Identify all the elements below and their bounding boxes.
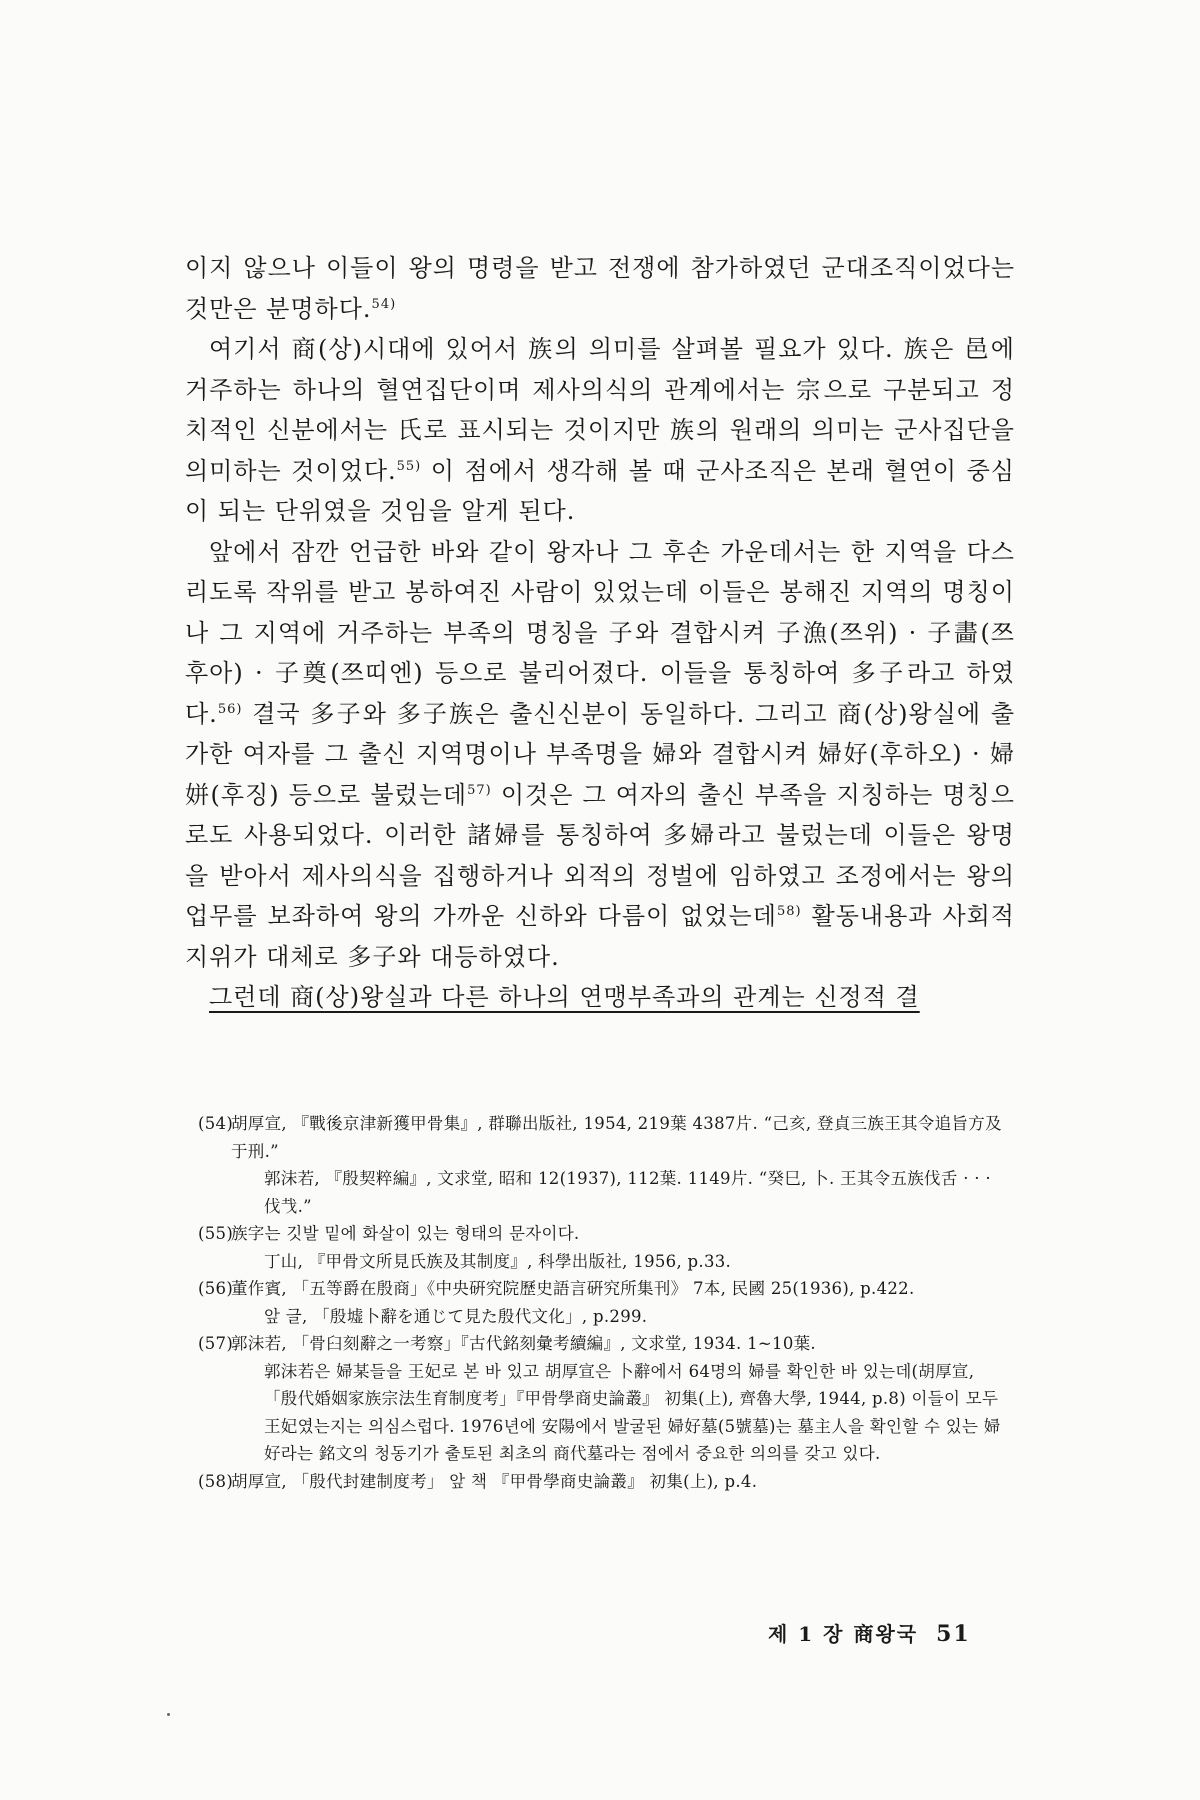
footnote-number: (57) — [198, 1334, 234, 1353]
note-ref-54[interactable]: 54) — [371, 296, 397, 312]
footnote-55: (55) 族字는 깃발 밑에 화살이 있는 형태의 문자이다. 丁山, 『甲骨文所見氏族及其制度』, 科學出版社, 1956, p.33. — [198, 1220, 1013, 1275]
footnote-54: (54) 胡厚宣, 『戰後京津新獲甲骨集』, 群聯出版社, 1954, 219葉 4387片. “己亥, 登貞三族王其令追旨方及于刑.” 郭沫若, 『殷契粹編』, 文求堂, 昭和 12(1937), 112葉. 1149片. “癸巳, 卜. 王其令五族伐舌 · · · 伐𢦏.” — [198, 1110, 1013, 1220]
page-footer — [768, 1618, 971, 1647]
note-ref-58[interactable]: 58) — [776, 904, 802, 919]
footnote-number: (55) — [198, 1224, 234, 1243]
footnote-number: (58) — [198, 1471, 234, 1491]
note-ref-57[interactable]: 57) — [467, 782, 492, 798]
footnote-number: (54) — [198, 1114, 234, 1133]
footnote-56: (56) 董作賓, 「五等爵在殷商」《中央硏究院歷史語言硏究所集刊》 7本, 民國 25(1936), p.422. 앞 글, 「殷墟卜辭を通じて見た殷代文化」, p.299. — [198, 1275, 1013, 1330]
footnotes — [198, 1110, 1013, 1495]
page-number: 51 — [936, 1621, 971, 1647]
main-body — [185, 248, 1015, 1018]
paragraph-1: 이지 않으나 이들이 왕의 명령을 받고 전쟁에 참가하였던 군대조직이었다는 것만은 분명하다.$^{54)}$ — [185, 254, 1015, 323]
footnote-58: (58) 胡厚宣, 「殷代封建制度考」 앞 책 『甲骨學商史論叢』 初集(上), p.4. — [198, 1468, 1013, 1496]
paragraph-4: 그런데 商(상)왕실과 다른 하나의 연맹부족과의 관계는 신정적 결 — [209, 983, 920, 1011]
paragraph-2: 여기서 商(상)시대에 있어서 族의 의미를 살펴볼 필요가 있다. 族은 邑에 거주하는 하나의 혈연집단이며 제사의식의 관계에서는 宗으로 구분되고 정치적인 신분에서는 氏로 표시되는 것이지만 族의 원래의 의미는 군사집단을 의미하는 것이었다.$^{55)}$ 이 점에서 생각해 볼 때 군사조직은 본래 혈연이 중심이 되는 단위였을 것임을 알게 된다. — [185, 335, 1015, 525]
footnote-continuation: 郭沫若은 婦某들을 王妃로 본 바 있고 胡厚宣은 卜辭에서 64명의 婦를 확인한 바 있는데(胡厚宣, 「殷代婚姻家族宗法生育制度考」『甲骨學商史論叢』 初集(上), 齊魯大學, 1944, p.8) 이들이 모두 王妃였는지는 의심스럽다. 1976년에 安陽에서 발굴된 婦好墓(5號墓)는 墓主人을 확인할 수 있는 婦好라는 銘文의 청동기가 출토된 최초의 商代墓라는 점에서 중요한 의의를 갖고 있다. — [264, 1361, 1001, 1463]
footnote-continuation: 앞 글, 「殷墟卜辭を通じて見た殷代文化」, p.299. — [264, 1306, 648, 1326]
paragraph-3: 앞에서 잠깐 언급한 바와 같이 왕자나 그 후손 가운데서는 한 지역을 다스리도록 작위를 받고 봉하여진 사람이 있었는데 이들은 봉해진 지역의 명칭이나 그 지역에 거주하는 부족의 명칭을 子와 결합시켜 子漁(쯔위) · 子畵(쯔후아) · 子奠(쯔띠엔) 등으로 불리어졌다. 이들을 통칭하여 多子라고 하였다.$^{56)}$ 결국 多子와 多子族은 출신신분이 동일하다. 그리고 商(상)왕실에 출가한 여자를 그 출신 지역명이나 부족명을 婦와 결합시켜 婦好(후하오) · 婦姘(후징) 등으로 불렀는데$^{57)}$ 이것은 그 여자의 출신 부족을 지칭하는 명칭으로도 사용되었다. 이러한 諸婦를 통칭하여 多婦라고 불렀는데 이들은 왕명을 받아서 제사의식을 집행하거나 외적의 정벌에 임하였고 조정에서는 왕의 업무를 보좌하여 왕의 가까운 신하와 다름이 없었는데$^{58)}$ 활동내용과 사회적 지위가 대체로 多子와 대등하였다. — [185, 537, 1015, 971]
scan-speck — [167, 1713, 170, 1716]
chapter-title: 제 1 장 商왕국 — [768, 1622, 919, 1646]
footnote-number: (56) — [198, 1279, 234, 1298]
footnote-57: (57) 郭沫若, 「骨臼刻辭之一考察」『古代銘刻彙考續編』, 文求堂, 1934. 1~10葉. 郭沫若은 婦某들을 王妃로 본 바 있고 胡厚宣은 卜辭에서 64명의 婦를 확인한 바 있는데(胡厚宣, 「殷代婚姻家族宗法生育制度考」『甲骨學商史論叢』 初集(上), 齊魯大學, 1944, p.8) 이들이 모두 王妃였는지는 의심스럽다. 1976년에 安陽에서 발굴된 婦好墓(5號墓)는 墓主人을 확인할 수 있는 婦好라는 銘文의 청동기가 출토된 최초의 商代墓라는 점에서 중요한 의의를 갖고 있다. — [198, 1330, 1013, 1468]
footnote-continuation: 丁山, 『甲骨文所見氏族及其制度』, 科學出版社, 1956, p.33. — [264, 1251, 732, 1271]
note-ref-56[interactable]: 56) — [217, 701, 243, 717]
note-ref-55[interactable]: 55) — [396, 458, 422, 474]
footnote-continuation: 郭沫若, 『殷契粹編』, 文求堂, 昭和 12(1937), 112葉. 1149片. “癸巳, 卜. 王其令五族伐舌 · · · 伐𢦏.” — [264, 1169, 991, 1216]
